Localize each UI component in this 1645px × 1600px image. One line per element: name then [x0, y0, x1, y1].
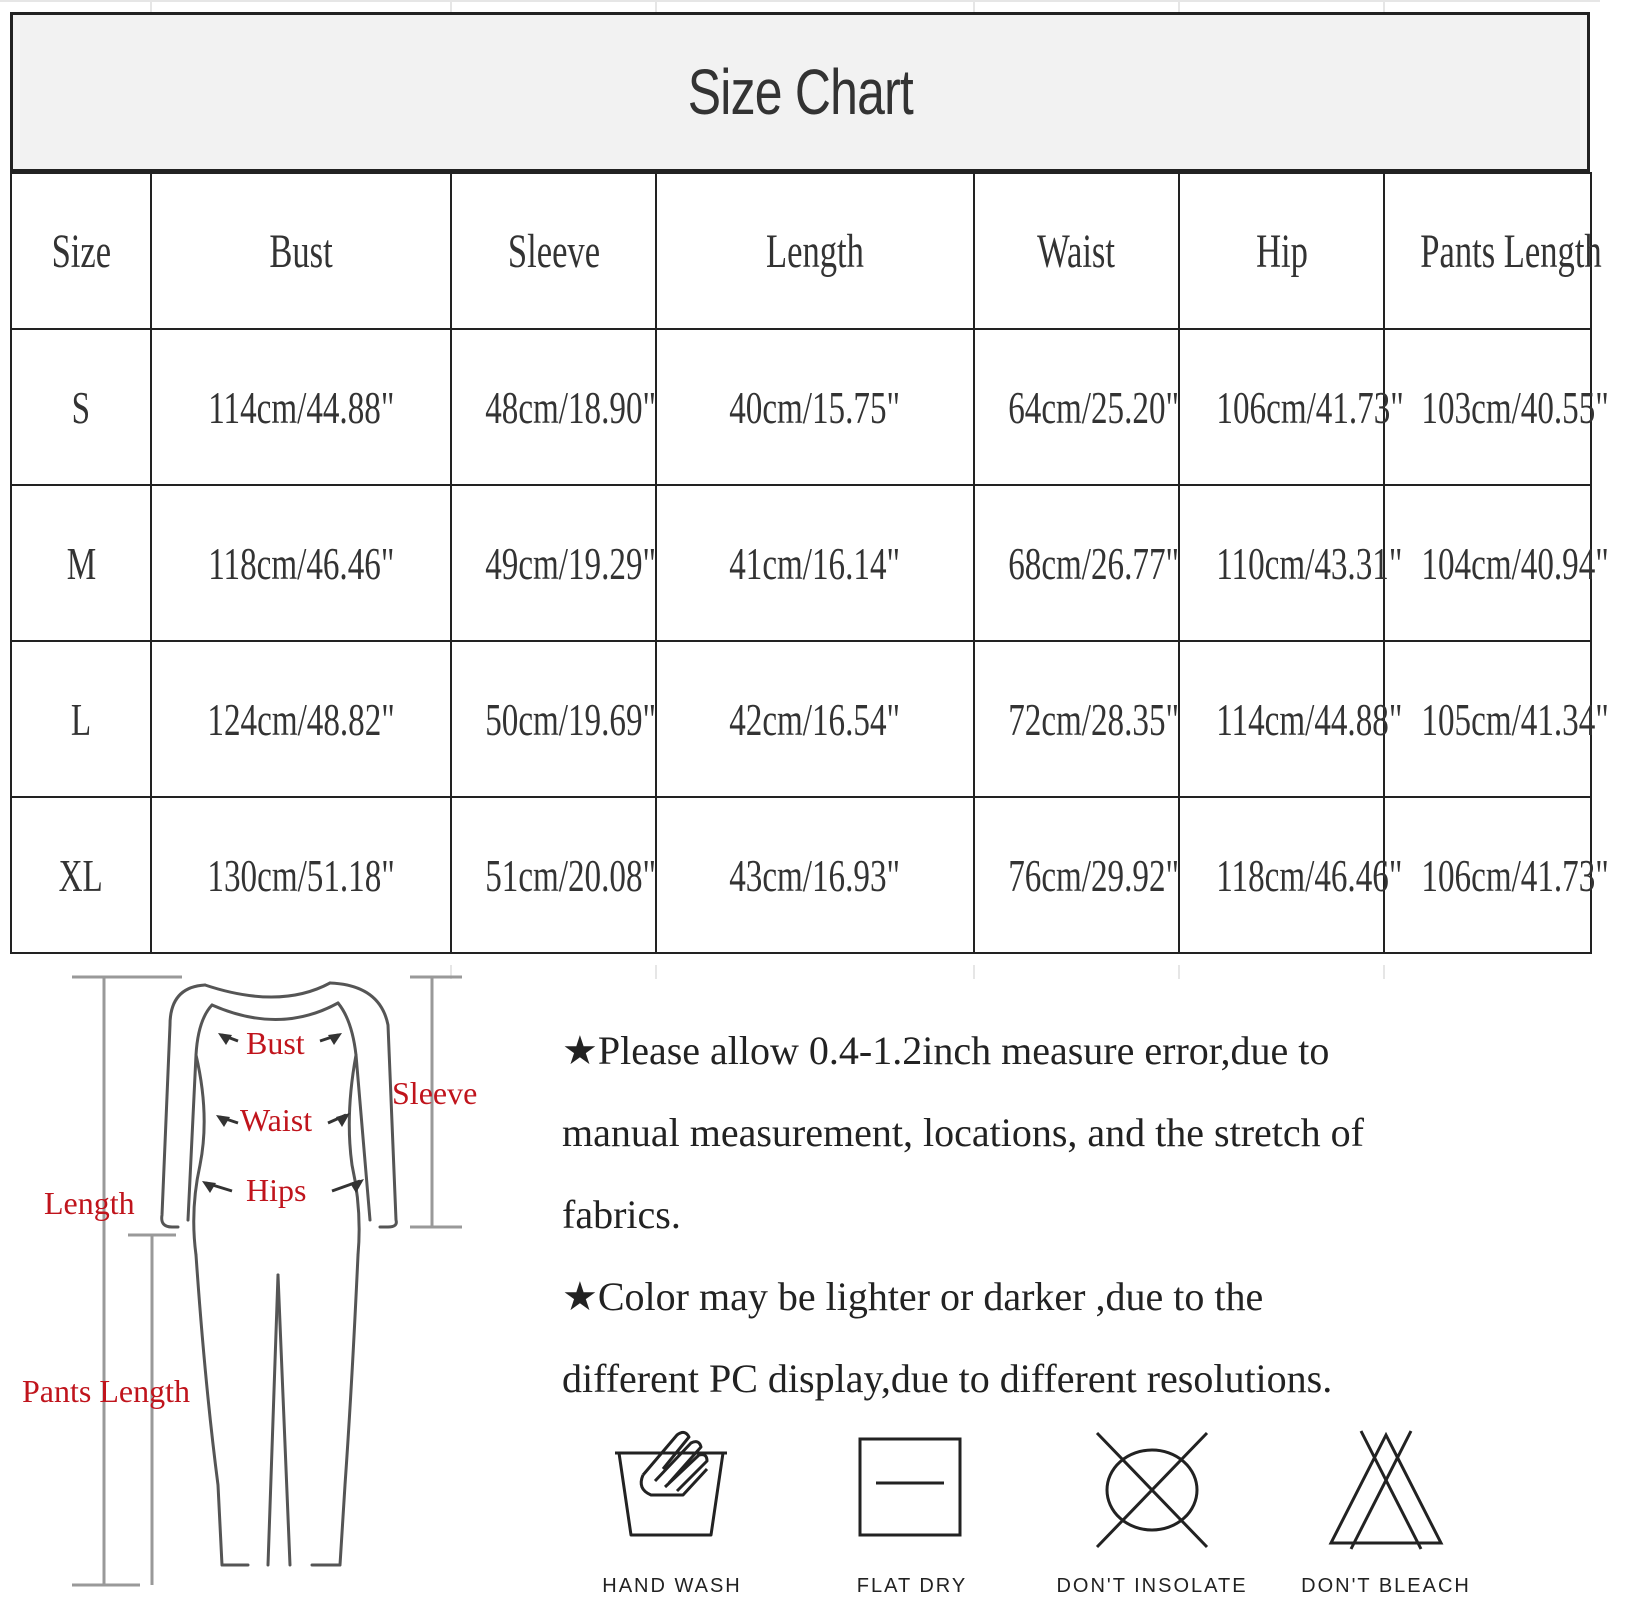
care-label-hand-wash: HAND WASH [602, 1575, 742, 1597]
measurement-diagram [0, 965, 520, 1600]
care-label-dont-bleach: DON'T BLEACH [1301, 1575, 1471, 1597]
table-cell: S [11, 329, 151, 485]
dont-bleach-icon [1321, 1425, 1451, 1555]
label-bust: Bust [246, 1025, 305, 1061]
care-dont-insolate [1052, 1425, 1252, 1600]
table-cell: 104cm/40.94" [1384, 485, 1591, 641]
table-cell: 103cm/40.55" [1384, 329, 1591, 485]
table-cell: 51cm/20.08" [451, 797, 656, 953]
header-size: Size [11, 173, 151, 329]
table-cell: 118cm/46.46" [1179, 797, 1384, 953]
care-dont-bleach [1286, 1425, 1486, 1600]
table-cell: 106cm/41.73" [1384, 797, 1591, 953]
table-cell: 41cm/16.14" [656, 485, 974, 641]
header-waist: Waist [974, 173, 1179, 329]
care-flat-dry [812, 1425, 1012, 1600]
table-cell: 106cm/41.73" [1179, 329, 1384, 485]
table-cell: 130cm/51.18" [151, 797, 451, 953]
table-cell: 42cm/16.54" [656, 641, 974, 797]
table-cell: 64cm/25.20" [974, 329, 1179, 485]
header-hip: Hip [1179, 173, 1384, 329]
table-cell: 110cm/43.31" [1179, 485, 1384, 641]
table-row [11, 485, 1591, 641]
label-waist: Waist [240, 1102, 313, 1138]
page-title: Size Chart [687, 56, 913, 128]
table-cell: 49cm/19.29" [451, 485, 656, 641]
hand-wash-icon [607, 1425, 737, 1545]
care-hand-wash [572, 1425, 772, 1600]
table-cell: XL [11, 797, 151, 953]
table-cell: 68cm/26.77" [974, 485, 1179, 641]
table-row [11, 329, 1591, 485]
table-cell: L [11, 641, 151, 797]
care-label-flat-dry: FLAT DRY [856, 1575, 968, 1597]
table-cell: 105cm/41.34" [1384, 641, 1591, 797]
header-sleeve: Sleeve [451, 173, 656, 329]
table-cell: 124cm/48.82" [151, 641, 451, 797]
table-cell: 114cm/44.88" [1179, 641, 1384, 797]
note-line: different PC display,due to different resolutions. [562, 1356, 1333, 1401]
header-bust: Bust [151, 173, 451, 329]
label-pants-length: Pants Length [22, 1373, 190, 1409]
table-row [11, 797, 1591, 953]
label-sleeve: Sleeve [392, 1075, 478, 1111]
table-cell: 72cm/28.35" [974, 641, 1179, 797]
note-line: ★Please allow 0.4-1.2inch measure error,due to [562, 1028, 1330, 1073]
table-cell: M [11, 485, 151, 641]
table-cell: 43cm/16.93" [656, 797, 974, 953]
label-length: Length [44, 1185, 135, 1221]
table-cell: 114cm/44.88" [151, 329, 451, 485]
measurement-notes [562, 1010, 1572, 1420]
label-hips: Hips [246, 1172, 307, 1208]
size-table [10, 172, 1609, 954]
header-pants-length: Pants Length [1384, 173, 1591, 329]
dont-insolate-icon [1087, 1425, 1217, 1555]
note-line: manual measurement, locations, and the stretch of [562, 1110, 1364, 1155]
table-header-row [11, 173, 1591, 329]
table-cell: 40cm/15.75" [656, 329, 974, 485]
flat-dry-icon [852, 1425, 972, 1545]
note-line: ★Color may be lighter or darker ,due to the [562, 1274, 1264, 1319]
table-cell: 50cm/19.69" [451, 641, 656, 797]
table-row [11, 641, 1591, 797]
care-label-dont-insolate: DON'T INSOLATE [1056, 1575, 1248, 1597]
note-line: fabrics. [562, 1192, 681, 1237]
table-cell: 48cm/18.90" [451, 329, 656, 485]
table-cell: 118cm/46.46" [151, 485, 451, 641]
title-band [10, 12, 1590, 172]
header-length: Length [656, 173, 974, 329]
table-cell: 76cm/29.92" [974, 797, 1179, 953]
